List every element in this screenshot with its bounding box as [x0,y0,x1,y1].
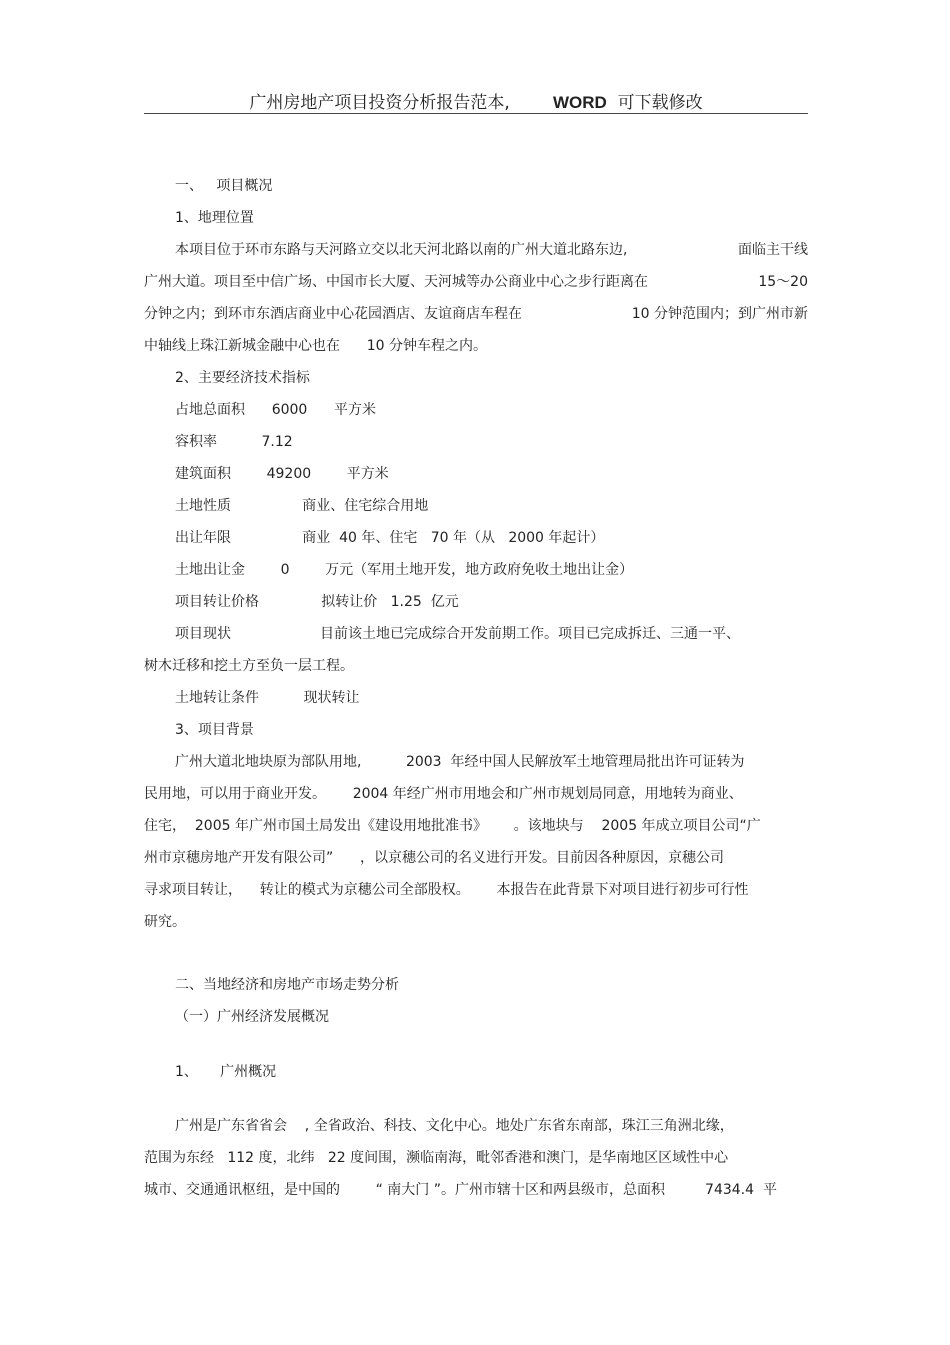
indicator-row: 土地出让金 0 万元（军用土地开发，地方政府免收土地出让金） [175,562,634,578]
paragraph-line: 树木迁移和挖土方至负一层工程。 [144,658,354,674]
indicator-row: 出让年限 商业 40 年、住宅 70 年（从 2000 年起计） [175,530,605,546]
subheading-economy: （一）广州经济发展概况 [175,1009,329,1025]
paragraph-line: 民用地，可以用于商业开发。 2004 年经广州市用地会和广州市规划局同意，用地转为商业、 [144,786,743,802]
section-heading-market: 二、当地经济和房地产市场走势分析 [175,977,399,993]
indicator-row: 土地转让条件 现状转让 [175,690,360,706]
header-word-label: WORD [553,93,607,112]
paragraph-line: 广州是广东省省会 , 全省政治、科技、文化中心。地处广东省东南部，珠江三角洲北缘， [175,1118,734,1134]
paragraph-text: 分钟之内；到环市东酒店商业中心花园酒店、友谊商店车程在 [144,306,522,322]
paragraph-line: 州市京穗房地产开发有限公司” ，以京穗公司的名义进行开发。目前因各种原因，京穗公司 [144,850,724,866]
paragraph-text: 面临主干线 [738,242,808,258]
paragraph-line: 中轴线上珠江新城金融中心也在 10 分钟车程之内。 [144,338,487,354]
subheading-location: 1、地理位置 [175,210,254,226]
section-heading-overview: 一、 项目概况 [175,178,273,194]
paragraph-line [175,241,808,259]
paragraph-line: 研究。 [144,914,186,930]
subheading-guangzhou: 1、 广州概况 [175,1064,277,1080]
indicator-row: 占地总面积 6000 平方米 [175,402,377,418]
header-rule [144,113,808,114]
subheading-indicators: 2、主要经济技术指标 [175,370,310,386]
indicator-row: 建筑面积 49200 平方米 [175,466,389,482]
header-title-suffix: 可下载修改 [617,93,703,113]
header-title-text: 广州房地产项目投资分析报告范本, [249,93,510,113]
indicator-row: 容积率 7.12 [175,434,293,450]
paragraph-text: 广州大道。项目至中信广场、中国市长大厦、天河城等办公商业中心之步行距离在 [144,274,648,290]
paragraph-line: 寻求项目转让， 转让的模式为京穗公司全部股权。 本报告在此背景下对项目进行初步可行性 [144,882,749,898]
paragraph-line [144,305,808,323]
paragraph-text: 10 分钟范围内；到广州市新 [631,306,808,322]
indicator-row: 土地性质 商业、住宅综合用地 [175,498,429,514]
paragraph-line: 范围为东经 112 度，北纬 22 度间围，濒临南海，毗邻香港和澳门，是华南地区区域性中心 [144,1150,729,1166]
paragraph-line [144,273,808,291]
paragraph-text: 本项目位于环市东路与天河路立交以北天河北路以南的广州大道北路东边, [175,242,628,258]
paragraph-line: 广州大道北地块原为部队用地, 2003 年经中国人民解放军土地管理局批出许可证转为 [175,754,745,770]
paragraph-line: 城市、交通通讯枢纽，是中国的 “ 南大门 ”。广州市辖十区和两县级市，总面积 7434.4 平 [144,1182,777,1198]
paragraph-text: 15～20 [758,274,808,290]
paragraph-line: 住宅， 2005 年广州市国土局发出《建设用地批准书》 。该地块与 2005 年成立项目公司“广 [144,818,761,834]
indicator-row: 项目现状 目前该土地已完成综合开发前期工作。项目已完成拆迁、三通一平、 [175,626,741,642]
indicator-row: 项目转让价格 拟转让价 1.25 亿元 [175,594,459,610]
subheading-background: 3、项目背景 [175,722,254,738]
header-title [144,88,808,113]
